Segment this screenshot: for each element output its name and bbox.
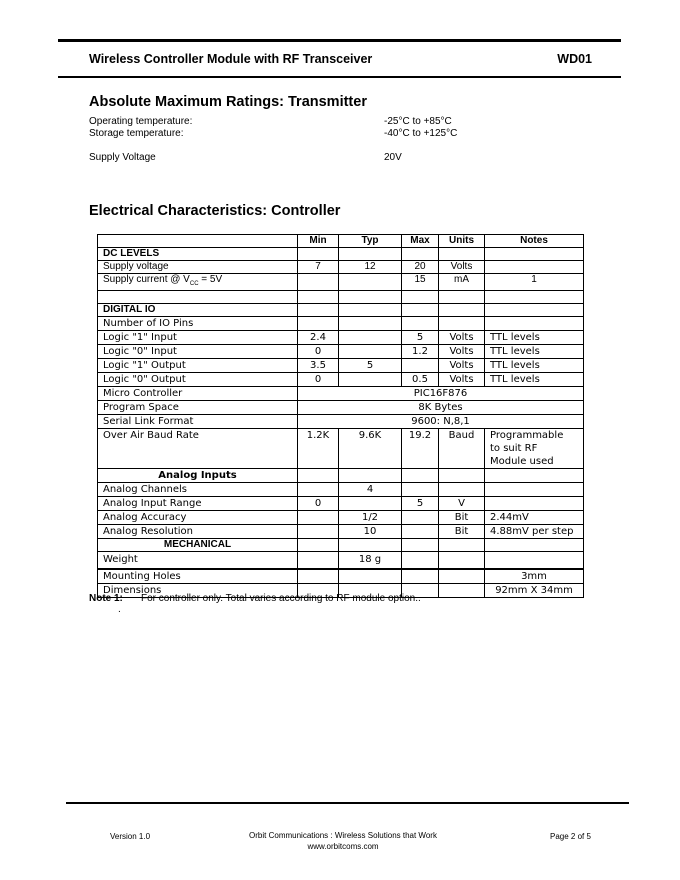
footer-rule — [66, 802, 629, 804]
footnote — [89, 593, 421, 604]
row-label: Logic "1" Output — [98, 359, 298, 373]
group-heading-mechanical: MECHANICAL — [98, 539, 298, 552]
cell-max: 19.2 — [402, 429, 439, 469]
footer-company — [230, 830, 456, 852]
cell-spanning-value: 8K Bytes — [298, 401, 584, 415]
column-header: Min — [298, 235, 339, 248]
cell-max: 5 — [402, 331, 439, 345]
table-row — [98, 373, 584, 387]
row-label: Logic "1" Input — [98, 331, 298, 345]
cell-units: Volts — [439, 345, 485, 359]
cell-notes: TTL levels — [485, 359, 584, 373]
row-label: Dimensions — [98, 584, 298, 598]
cell-notes: TTL levels — [485, 373, 584, 387]
cell-typ: 1/2 — [339, 511, 402, 525]
cell-min: 7 — [298, 261, 339, 274]
rating-label: Operating temperature: — [89, 116, 193, 127]
cell-typ — [339, 345, 402, 359]
cell-max: 0.5 — [402, 373, 439, 387]
rating-value: -25°C to +85°C — [384, 116, 452, 127]
table-row — [98, 415, 584, 429]
cell-max: 5 — [402, 497, 439, 511]
column-header — [98, 235, 298, 248]
table-row — [98, 429, 584, 469]
cell-min: 0 — [298, 497, 339, 511]
row-label: Micro Controller — [98, 387, 298, 401]
header-bottom-rule — [58, 76, 621, 78]
cell-typ: 4 — [339, 483, 402, 497]
footnote-label: Note 1: — [89, 593, 123, 604]
row-label: Logic "0" Output — [98, 373, 298, 387]
row-label: Analog Accuracy — [98, 511, 298, 525]
cell-notes: 4.88mV per step — [485, 525, 584, 539]
table-row — [98, 552, 584, 570]
row-label: Weight — [98, 552, 298, 570]
notes-line: Programmable — [490, 430, 564, 441]
table-row — [98, 274, 584, 291]
table-row — [98, 331, 584, 345]
cell-notes — [485, 429, 584, 469]
cell-units: V — [439, 497, 485, 511]
cell-units: Volts — [439, 261, 485, 274]
cell-max — [402, 359, 439, 373]
rating-value: 20V — [384, 152, 402, 163]
table-row — [98, 359, 584, 373]
group-heading-digital-io: DIGITAL IO — [98, 304, 298, 317]
cell-typ — [339, 331, 402, 345]
table-header-row — [98, 235, 584, 248]
table-row — [98, 317, 584, 331]
footer-page-number: Page 2 of 5 — [550, 832, 591, 841]
table-row — [98, 483, 584, 497]
column-header: Max — [402, 235, 439, 248]
cell-units: Bit — [439, 525, 485, 539]
table-row — [98, 291, 584, 304]
rating-value: -40°C to +125°C — [384, 128, 458, 139]
footnote-dot: . — [118, 604, 121, 615]
cell-units: Bit — [439, 511, 485, 525]
footer-website: www.orbitcoms.com — [307, 842, 379, 851]
group-heading-dc-levels: DC LEVELS — [98, 248, 298, 261]
cell-units: Baud — [439, 429, 485, 469]
cell-spanning-value: 9600: N,8,1 — [298, 415, 584, 429]
cell-max: 15 — [402, 274, 439, 291]
cell-min: 0 — [298, 373, 339, 387]
group-heading-analog-inputs: Analog Inputs — [98, 469, 298, 483]
cell-spanning-value: PIC16F876 — [298, 387, 584, 401]
cell-notes: 2.44mV — [485, 511, 584, 525]
document-title: Wireless Controller Module with RF Transceiver — [89, 52, 373, 66]
cell-units: Volts — [439, 359, 485, 373]
row-label: Supply voltage — [98, 261, 298, 274]
label-part: = 5V — [198, 274, 223, 285]
table-row — [98, 539, 584, 552]
document-code: WD01 — [557, 52, 592, 66]
cell-min: 2.4 — [298, 331, 339, 345]
cell-min: 1.2K — [298, 429, 339, 469]
rating-label: Supply Voltage — [89, 152, 156, 163]
notes-line: to suit RF — [490, 443, 538, 454]
table-row — [98, 401, 584, 415]
section-title-electrical: Electrical Characteristics: Controller — [89, 203, 341, 219]
table-row — [98, 511, 584, 525]
cell-notes: 92mm X 34mm — [485, 584, 584, 598]
cell-typ: 12 — [339, 261, 402, 274]
row-label: Serial Link Format — [98, 415, 298, 429]
cell-typ — [339, 373, 402, 387]
header-top-rule — [58, 39, 621, 42]
row-label: Analog Input Range — [98, 497, 298, 511]
row-label: Logic "0" Input — [98, 345, 298, 359]
cell-max: 20 — [402, 261, 439, 274]
row-label: Over Air Baud Rate — [98, 429, 298, 469]
electrical-characteristics-table — [97, 234, 584, 598]
row-label: Program Space — [98, 401, 298, 415]
cell-max: 1.2 — [402, 345, 439, 359]
cell-units: mA — [439, 274, 485, 291]
table-row — [98, 525, 584, 539]
table-row — [98, 469, 584, 483]
cell-min: 0 — [298, 345, 339, 359]
row-label: Analog Channels — [98, 483, 298, 497]
cell-typ: 18 g — [339, 552, 402, 570]
table-row — [98, 569, 584, 584]
table-row — [98, 497, 584, 511]
label-subscript: CC — [189, 281, 199, 287]
row-label: Mounting Holes — [98, 569, 298, 584]
cell-notes: TTL levels — [485, 345, 584, 359]
notes-line: Module used — [490, 456, 554, 467]
column-header: Typ — [339, 235, 402, 248]
row-label: Analog Resolution — [98, 525, 298, 539]
cell-notes: 3mm — [485, 569, 584, 584]
cell-units: Volts — [439, 373, 485, 387]
row-label: Number of IO Pins — [98, 317, 298, 331]
label-part: Supply current @ V — [103, 274, 190, 285]
footnote-text: For controller only. Total varies according to RF module option.. — [141, 593, 421, 604]
cell-min: 3.5 — [298, 359, 339, 373]
table-row — [98, 248, 584, 261]
rating-label: Storage temperature: — [89, 128, 184, 139]
table-row — [98, 261, 584, 274]
cell-typ: 10 — [339, 525, 402, 539]
column-header: Notes — [485, 235, 584, 248]
table-row — [98, 387, 584, 401]
footer-version: Version 1.0 — [110, 832, 151, 841]
cell-typ: 9.6K — [339, 429, 402, 469]
cell-notes: 1 — [485, 274, 584, 291]
row-label — [98, 274, 298, 291]
cell-units: Volts — [439, 331, 485, 345]
section-title-max-ratings: Absolute Maximum Ratings: Transmitter — [89, 94, 367, 110]
cell-typ: 5 — [339, 359, 402, 373]
column-header: Units — [439, 235, 485, 248]
table-row — [98, 345, 584, 359]
table-row — [98, 304, 584, 317]
cell-notes: TTL levels — [485, 331, 584, 345]
footer-company-tagline: Orbit Communications : Wireless Solutions that Work — [249, 831, 437, 840]
